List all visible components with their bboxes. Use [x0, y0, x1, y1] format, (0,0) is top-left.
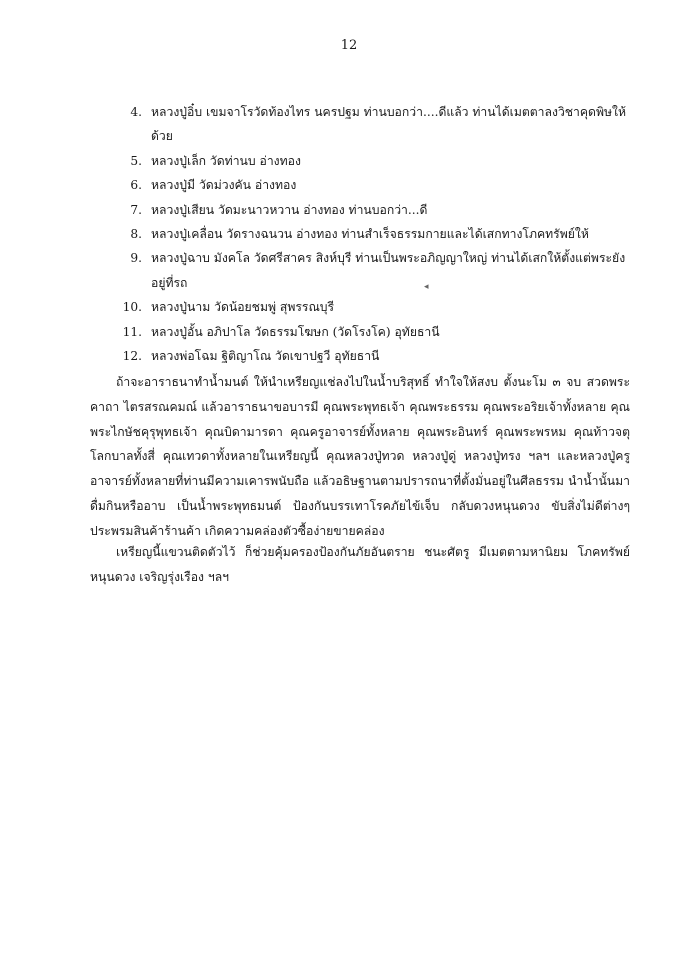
list-item [90, 344, 630, 368]
list-item-number: 11. [122, 324, 142, 339]
list-item-number: 12. [122, 349, 142, 364]
paragraph-text: ถ้าจะอาราธนาทำน้ำมนต์ ให้นำเหรียญแช่ลงไปในน้ำบริสุทธิ์ ทำใจให้สงบ ตั้งนะโม ๓ จบ สวดพระคาถา ไตรสรณคมณ์ แล้วอาราธนาขอบารมี คุณพระพุทธเจ้า คุณพระธรรม คุณพระอริยเจ้าทั้งหลาย คุณพระไกษัชคุรุพุทธเจ้า คุณบิดามารดา คุณครูอาจารย์ทั้งหลาย คุณพระอินทร์ คุณพระพรหม คุณท้าวจตุโลกบาลทั้งสี่ คุณเทวดาทั้งหลายในเหรียญนี้ คุณหลวงปู่ทวด หลวงปู่ดู่ หลวงปู่ทรง ฯลฯ และหลวงปู่ครูอาจารย์ทั้งหลายที่ท่านมีความเคารพนับถือ แล้วอธิษฐานตามปรารถนาที่ตั้งมั่นอยู่ในศีลธรรม นำน้ำนั้นมาดื่มกินหรืออาบ เป็นน้ำพระพุทธมนต์ ป้องกันบรรเทาโรคภัยไข้เจ็บ กลับดวงหนุนดวง ขับสิ่งไม่ดีต่างๆ ประพรมสินค้าร้านค้า เกิดความคล่องตัวซื้อง่ายขายคล่อง [90, 375, 630, 538]
list-item [90, 295, 630, 319]
list-item-number: 8. [130, 227, 142, 242]
list-item [90, 149, 630, 173]
list-item-text: หลวงปู่เคลื่อน วัดรางฉนวน อ่างทอง ท่านสำเร็จธรรมกายและได้เสกทางโภคทรัพย์ให้ [151, 227, 589, 242]
list-item [90, 198, 630, 222]
list-item-number: 9. [130, 251, 142, 266]
list-item-number: 5. [130, 153, 142, 168]
list-item-number: 4. [130, 105, 142, 119]
paragraph-blessing-water [90, 370, 630, 544]
list-item-text: หลวงปู่เสียน วัดมะนาวหวาน อ่างทอง ท่านบอกว่า...ดี [151, 202, 428, 217]
list-item-text: หลวงปู่นาม วัดน้อยชมพู่ สุพรรณบุรี [151, 300, 335, 315]
paragraph-wearing-coin [90, 540, 630, 590]
list-item-number: 6. [130, 178, 142, 193]
list-item-number: 10. [122, 300, 142, 315]
list-item-text: หลวงปู่มี วัดม่วงคัน อ่างทอง [151, 178, 297, 193]
paragraph-text: เหรียญนี้แขวนติดตัวไว้ ก็ช่วยคุ้มครองป้องกันภัยอันตราย ชนะศัตรู มีเมตตามหานิยม โภคทรัพย์หนุนดวง เจริญรุ่งเรือง ฯลฯ [90, 545, 630, 584]
list-item-text: หลวงปู่อั้น อภิปาโล วัดธรรมโฆษก (วัดโรงโค) อุทัยธานี [151, 324, 440, 339]
list-item-text: หลวงปู่ฉาบ มังคโล วัดศรีสาคร สิงห์บุรี ท่านเป็นพระอภิญญาใหญ่ ท่านได้เสกให้ตั้งแต่พระยังอยู่ที่รถ [151, 251, 626, 290]
list-item [90, 173, 630, 197]
scan-speck-icon: ◂ [424, 282, 429, 292]
monk-list [90, 100, 630, 368]
list-item [90, 320, 630, 344]
list-item-text: หลวงปู่อิ๋บ เขมจาโรวัดท้องไทร นครปฐม ท่านบอกว่า....ดีแล้ว ท่านได้เมตตาลงวิชาคุดพิษให้ด้วย [151, 105, 627, 144]
list-item-number: 7. [130, 202, 142, 217]
list-item [90, 246, 630, 295]
list-item [90, 222, 630, 246]
list-item-text: หลวงพ่อโฉม ฐิติญาโณ วัดเขาปฐวี อุทัยธานี [151, 349, 380, 364]
list-item [90, 100, 630, 149]
page-number: 12 [340, 38, 358, 53]
list-item-text: หลวงปู่เล็ก วัดท่านบ อ่างทอง [151, 153, 301, 168]
